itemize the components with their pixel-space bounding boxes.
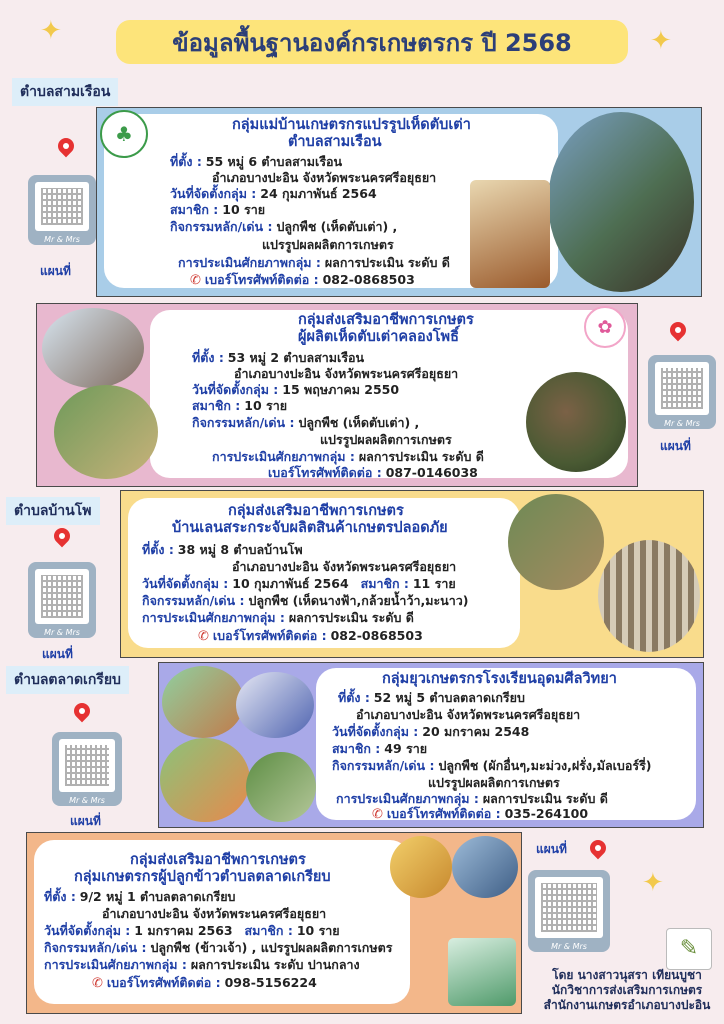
group-3-activity: ปลูกพืช (เห็ดนางฟ้า,กล้วยน้ำว้า,มะนาว)	[248, 593, 469, 608]
farmer-photo	[390, 836, 452, 898]
group-3-location: 38 หมู่ 8 ตำบลบ้านโพ	[177, 542, 303, 557]
product-photo	[470, 180, 550, 288]
group-5-founded: 1 มกราคม 2563	[134, 923, 233, 938]
activities-label: กิจกรรมหลัก/เด่น :	[332, 758, 435, 773]
phone-icon: ✆	[92, 976, 103, 991]
activities-label: กิจกรรมหลัก/เด่น :	[192, 415, 295, 430]
rice-poster-photo	[448, 938, 516, 1006]
assessment-label: การประเมินศักยภาพกลุ่ม :	[336, 791, 479, 806]
meeting-photo	[42, 308, 144, 388]
sparkle-icon: ✦	[40, 16, 62, 46]
assessment-label: การประเมินศักยภาพกลุ่ม :	[142, 610, 285, 625]
sparkle-icon: ✦	[650, 26, 672, 56]
location-label: ที่ตั้ง :	[338, 690, 370, 705]
author-position: นักวิชาการส่งเสริมการเกษตร	[551, 983, 703, 997]
group-5-location-2: อำเภอบางปะอิน จังหวัดพระนครศรีอยุธยา	[102, 906, 327, 921]
founded-label: วันที่จัดตั้งกลุ่ม :	[44, 923, 131, 938]
farm-group-photo	[508, 494, 604, 590]
group-3-name: กลุ่มส่งเสริมอาชีพการเกษตร	[228, 503, 404, 519]
group-4-map-label: แผนที่	[70, 814, 101, 828]
group-1-founded: 24 กุมภาพันธ์ 2564	[260, 186, 377, 201]
group-2-members: 10 ราย	[244, 398, 288, 413]
pencil-note-icon: ✎	[666, 928, 712, 970]
assessment-label: การประเมินศักยภาพกลุ่ม :	[212, 449, 355, 464]
group-2-name-2: ผู้ผลิตเห็ดตับเต่าคลองโพธิ์	[298, 329, 459, 345]
page-title: ข้อมูลพื้นฐานองค์กรเกษตรกร ปี 2568	[116, 20, 628, 64]
activities-label: กิจกรรมหลัก/เด่น :	[44, 940, 147, 955]
group-5-name-2: กลุ่มเกษตรกรผู้ปลูกข้าวตำบลตลาดเกรียบ	[74, 869, 331, 885]
founded-label: วันที่จัดตั้งกลุ่ม :	[142, 576, 229, 591]
group-4-location-2: อำเภอบางปะอิน จังหวัดพระนครศรีอยุธยา	[356, 707, 581, 722]
group-4-phone: 035-264100	[504, 806, 589, 821]
map-pin-icon	[55, 135, 78, 158]
group-1-location-2: อำเภอบางปะอิน จังหวัดพระนครศรีอยุธยา	[212, 170, 437, 185]
group-1-members: 10 ราย	[222, 202, 266, 217]
tambon-label-samruan: ตำบลสามเรือน	[12, 78, 118, 106]
group-2-map-label: แผนที่	[660, 439, 691, 453]
group-4-activity-2: แปรรูปผลผลิตการเกษตร	[428, 775, 560, 790]
group-4-name: กลุ่มยุวเกษตรกรโรงเรียนอุดมศีลวิทยา	[382, 671, 617, 687]
location-label: ที่ตั้ง :	[170, 154, 202, 169]
group-3-assessment: ผลการประเมิน ระดับ ดี	[288, 610, 414, 625]
group-5-activity: ปลูกพืช (ข้าวเจ้า) , แปรรูปผลผลิตการเกษตร	[150, 940, 393, 955]
author-office: สำนักงานเกษตรอำเภอบางปะอิน	[543, 998, 711, 1012]
group-1-name-2: ตำบลสามเรือน	[288, 134, 382, 150]
group-3-members: 11 ราย	[412, 576, 456, 591]
founded-label: วันที่จัดตั้งกลุ่ม :	[332, 724, 419, 739]
students-photo-2	[236, 672, 314, 738]
assessment-label: การประเมินศักยภาพกลุ่ม :	[44, 957, 187, 972]
phone-label: เบอร์โทรศัพท์ติดต่อ :	[386, 806, 501, 821]
map-pin-icon	[587, 837, 610, 860]
phone-icon: ✆	[190, 273, 201, 288]
group-1-location: 55 หมู่ 6 ตำบลสามเรือน	[205, 154, 343, 169]
group-3-name-2: บ้านเลนสระกระจับผลิตสินค้าเกษตรปลอดภัย	[172, 520, 448, 536]
group-5-map-label: แผนที่	[536, 842, 567, 856]
group-4-founded: 20 มกราคม 2548	[422, 724, 530, 739]
group-3-phone: 082-0868503	[330, 628, 423, 643]
group-2-assessment: ผลการประเมิน ระดับ ดี	[358, 449, 484, 464]
members-label: สมาชิก :	[360, 576, 409, 591]
group-3-map-qr[interactable]: Mr & Mrs	[28, 562, 96, 638]
group-4-location: 52 หมู่ 5 ตำบลตลาดเกรียบ	[373, 690, 525, 705]
group-4-activity: ปลูกพืช (ผักอื่นๆ,มะม่วง,ฝรั่ง,มัลเบอร์รี่)	[438, 758, 652, 773]
group-2-founded: 15 พฤษภาคม 2550	[282, 382, 400, 397]
group-1-phone: 082-0868503	[322, 272, 415, 287]
group-3-founded: 10 กุมภาพันธ์ 2564	[232, 576, 349, 591]
group-3-location-2: อำเภอบางปะอิน จังหวัดพระนครศรีอยุธยา	[232, 559, 457, 574]
meeting-photo-2	[452, 836, 518, 898]
group-5-phone: 098-5156224	[224, 975, 317, 990]
garden-photo	[246, 752, 316, 822]
group-1-map-qr[interactable]: Mr & Mrs	[28, 175, 96, 245]
mushroom-group-photo	[548, 112, 694, 292]
group-5-members: 10 ราย	[296, 923, 340, 938]
members-label: สมาชิก :	[170, 202, 219, 217]
founded-label: วันที่จัดตั้งกลุ่ม :	[192, 382, 279, 397]
map-pin-icon	[51, 525, 74, 548]
founded-label: วันที่จัดตั้งกลุ่ม :	[170, 186, 257, 201]
group-1-activity: ปลูกพืช (เห็ดตับเต่า) ,	[276, 219, 398, 234]
group-1-assessment: ผลการประเมิน ระดับ ดี	[324, 255, 450, 270]
assessment-label: การประเมินศักยภาพกลุ่ม :	[178, 255, 321, 270]
activities-label: กิจกรรมหลัก/เด่น :	[170, 219, 273, 234]
location-label: ที่ตั้ง :	[44, 889, 76, 904]
tambon-label-banpho: ตำบลบ้านโพ	[6, 497, 100, 525]
group-1-activity-2: แปรรูปผลผลิตการเกษตร	[262, 237, 394, 252]
group-2-logo-icon: ✿	[584, 306, 626, 348]
phone-label: เบอร์โทรศัพท์ติดต่อ :	[268, 465, 382, 480]
group-2-map-qr[interactable]: Mr & Mrs	[648, 355, 716, 429]
group-4-members: 49 ราย	[384, 741, 428, 756]
group-2-name: กลุ่มส่งเสริมอาชีพการเกษตร	[298, 312, 474, 328]
group-4-assessment: ผลการประเมิน ระดับ ดี	[482, 791, 608, 806]
members-label: สมาชิก :	[244, 923, 293, 938]
group-2-location-2: อำเภอบางปะอิน จังหวัดพระนครศรีอยุธยา	[234, 366, 459, 381]
group-5-assessment: ผลการประเมิน ระดับ ปานกลาง	[190, 957, 360, 972]
location-label: ที่ตั้ง :	[142, 542, 174, 557]
location-label: ที่ตั้ง :	[192, 350, 224, 365]
group-2-phone: 087-0146038	[385, 465, 478, 480]
phone-label: เบอร์โทรศัพท์ติดต่อ :	[204, 272, 319, 287]
students-photo-3	[160, 738, 250, 822]
doae-logo-icon: ♣	[100, 110, 148, 158]
group-1-map-label: แผนที่	[40, 264, 71, 278]
phone-icon: ✆	[372, 807, 383, 822]
group-5-location: 9/2 หมู่ 1 ตำบลตลาดเกรียบ	[79, 889, 236, 904]
members-label: สมาชิก :	[192, 398, 241, 413]
students-photo-1	[162, 666, 244, 738]
sparkle-icon: ✦	[642, 868, 664, 898]
group-2-activity: ปลูกพืช (เห็ดตับเต่า) ,	[298, 415, 420, 430]
group-4-map-qr[interactable]: Mr & Mrs	[52, 732, 122, 806]
group-5-name: กลุ่มส่งเสริมอาชีพการเกษตร	[130, 852, 306, 868]
group-2-activity-2: แปรรูปผลผลิตการเกษตร	[320, 432, 452, 447]
author-name: โดย นางสาวนุสรา เทียนบูชา	[552, 968, 702, 982]
tambon-label-taladkriab: ตำบลตลาดเกรียบ	[6, 666, 129, 694]
group-3-map-label: แผนที่	[42, 647, 73, 661]
mushroom-house-photo	[598, 540, 700, 652]
food-photo	[54, 385, 158, 479]
members-label: สมาชิก :	[332, 741, 381, 756]
group-1-name: กลุ่มแม่บ้านเกษตรกรแปรรูปเห็ดตับเต่า	[232, 117, 471, 133]
author-credit	[534, 968, 720, 1013]
mushroom-field-photo	[526, 372, 626, 472]
phone-label: เบอร์โทรศัพท์ติดต่อ :	[212, 628, 327, 643]
map-pin-icon	[71, 700, 94, 723]
activities-label: กิจกรรมหลัก/เด่น :	[142, 593, 245, 608]
phone-label: เบอร์โทรศัพท์ติดต่อ :	[106, 975, 221, 990]
phone-icon: ✆	[198, 629, 209, 644]
group-2-location: 53 หมู่ 2 ตำบลสามเรือน	[227, 350, 365, 365]
map-pin-icon	[667, 319, 690, 342]
group-5-map-qr[interactable]: Mr & Mrs	[528, 870, 610, 952]
